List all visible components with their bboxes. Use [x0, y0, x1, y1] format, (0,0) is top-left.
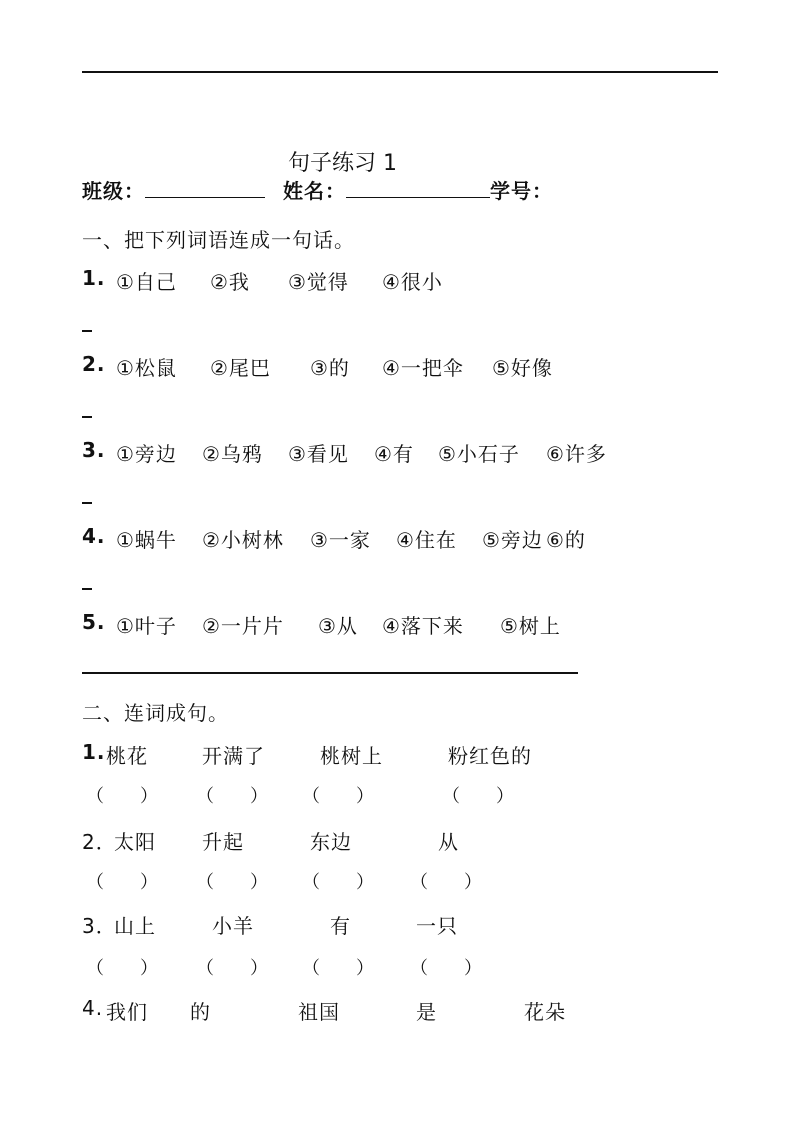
s1-item-4-word: ②小树林: [202, 528, 284, 552]
s2-3-blank[interactable]: （ ）: [196, 958, 268, 979]
s2-item-3-word: 山上: [114, 914, 156, 938]
s1-item-3-word: ②乌鸦: [202, 442, 263, 466]
s2-item-2-word: 从: [438, 830, 459, 854]
s2-item-4-word: 我们: [106, 1000, 148, 1024]
student-info-line: [82, 175, 553, 204]
header-rule: [82, 71, 718, 73]
s1-item-5-word: ④落下来: [382, 614, 464, 638]
s2-item-2-word: 升起: [202, 830, 244, 854]
s2-item-2-number: 2．: [82, 830, 117, 854]
s2-2-blank[interactable]: （ ）: [302, 872, 374, 893]
name-field[interactable]: [346, 179, 490, 198]
section1-heading: 一、把下列词语连成一句话。: [82, 228, 355, 252]
s1-item-4-word: ⑤旁边: [482, 528, 543, 552]
s2-1-blank[interactable]: （ ）: [442, 786, 514, 807]
s1-item-3-number: 3.: [82, 438, 106, 462]
s2-item-4-number: 4.: [82, 996, 104, 1020]
s1-item-1-word: ③觉得: [288, 270, 349, 294]
s2-item-3-number: 3．: [82, 914, 117, 938]
s1-item-2-word: ⑤好像: [492, 356, 553, 380]
s1-item-5-word: ⑤树上: [500, 614, 561, 638]
page-title: 句子练习 1: [288, 151, 397, 176]
s1-item-4-word: ⑥的: [546, 528, 586, 552]
s1-item-5-word: ③从: [318, 614, 358, 638]
student-id-label: 学号：: [489, 179, 553, 203]
s1-item-3-word: ⑥许多: [546, 442, 607, 466]
s1-item-3-word: ⑤小石子: [438, 442, 520, 466]
s1-item-1-word: ①自己: [116, 270, 177, 294]
s2-item-2-word: 太阳: [114, 830, 156, 854]
s1-item-5-number: 5.: [82, 610, 106, 634]
s1-item-4-word: ①蜗牛: [116, 528, 177, 552]
s2-item-1-number: 1.: [82, 740, 106, 764]
answer-line-4[interactable]: [82, 588, 92, 590]
s1-item-2-word: ③的: [310, 356, 350, 380]
name-label: 姓名：: [282, 179, 346, 203]
s1-item-1-word: ④很小: [382, 270, 443, 294]
answer-line-2[interactable]: [82, 416, 92, 418]
s1-item-3-word: ③看见: [288, 442, 349, 466]
s1-item-5-word: ②一片片: [202, 614, 284, 638]
s2-item-4-word: 祖国: [298, 1000, 340, 1024]
s1-item-1-word: ②我: [210, 270, 250, 294]
s2-item-4-word: 花朵: [524, 1000, 566, 1024]
s2-1-blank[interactable]: （ ）: [302, 786, 374, 807]
s1-item-2-word: ①松鼠: [116, 356, 177, 380]
answer-line-1[interactable]: [82, 330, 92, 332]
class-field[interactable]: [145, 179, 265, 198]
s1-item-3-word: ①旁边: [116, 442, 177, 466]
s2-item-3-word: 小羊: [212, 914, 254, 938]
answer-line-3[interactable]: [82, 502, 92, 504]
s2-item-1-word: 开满了: [202, 744, 265, 768]
s1-item-4-word: ④住在: [396, 528, 457, 552]
s2-item-4-word: 的: [190, 1000, 211, 1024]
s1-item-2-word: ④一把伞: [382, 356, 464, 380]
section2-heading: 二、连词成句。: [82, 701, 229, 725]
s1-item-3-word: ④有: [374, 442, 414, 466]
s2-item-1-word: 桃树上: [320, 744, 383, 768]
s2-1-blank[interactable]: （ ）: [86, 786, 158, 807]
s1-item-4-number: 4.: [82, 524, 106, 548]
s2-item-3-word: 有: [330, 914, 351, 938]
answer-line-5[interactable]: [82, 672, 578, 674]
s2-2-blank[interactable]: （ ）: [410, 872, 482, 893]
s1-item-5-word: ①叶子: [116, 614, 177, 638]
s2-3-blank[interactable]: （ ）: [86, 958, 158, 979]
class-label: 班级：: [82, 179, 145, 203]
s1-item-2-word: ②尾巴: [210, 356, 271, 380]
s2-2-blank[interactable]: （ ）: [196, 872, 268, 893]
s1-item-4-word: ③一家: [310, 528, 371, 552]
s1-item-2-number: 2.: [82, 352, 106, 376]
s1-item-1-number: 1.: [82, 266, 106, 290]
s2-2-blank[interactable]: （ ）: [86, 872, 158, 893]
s2-item-4-word: 是: [416, 1000, 437, 1024]
s2-item-3-word: 一只: [416, 914, 458, 938]
s2-item-1-word: 粉红色的: [448, 744, 532, 768]
s2-1-blank[interactable]: （ ）: [196, 786, 268, 807]
s2-3-blank[interactable]: （ ）: [410, 958, 482, 979]
s2-3-blank[interactable]: （ ）: [302, 958, 374, 979]
s2-item-1-word: 桃花: [106, 744, 148, 768]
s2-item-2-word: 东边: [310, 830, 352, 854]
